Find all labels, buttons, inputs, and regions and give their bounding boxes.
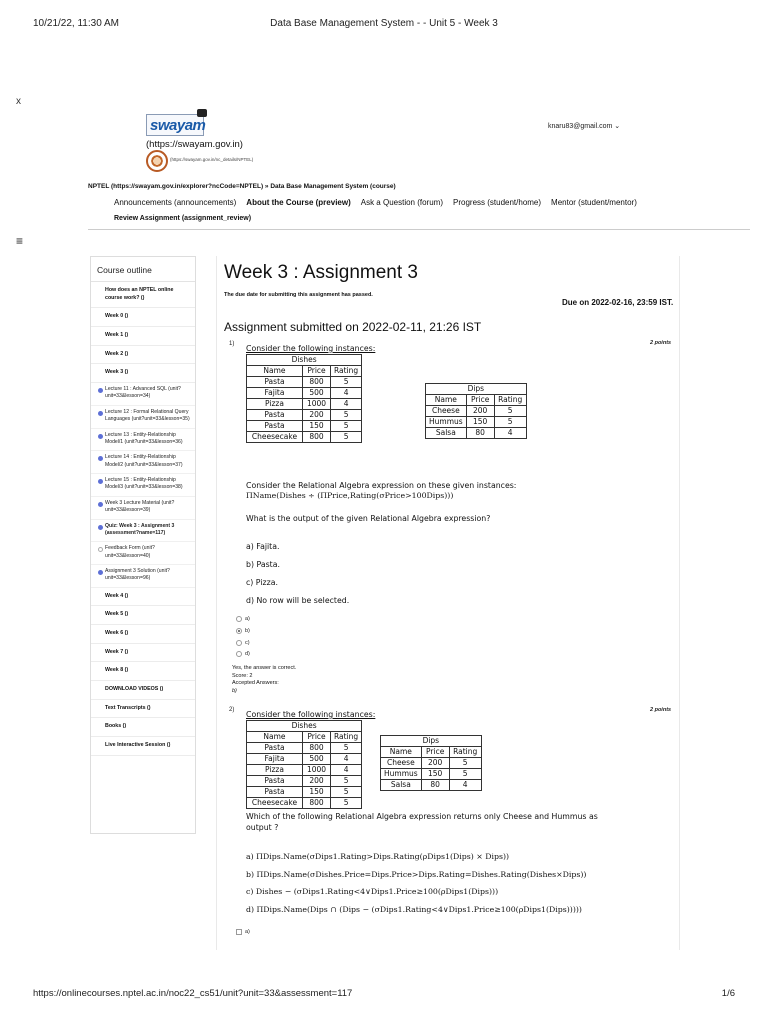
swayam-brand: swayam	[150, 117, 206, 134]
swayam-link[interactable]: (https://swayam.gov.in)	[146, 139, 243, 150]
choice-label: a)	[245, 929, 250, 935]
sidebar-subitem-lecture-11[interactable]	[91, 383, 195, 406]
table-cell: 1000	[303, 765, 331, 776]
sidebar-item-download-videos[interactable]: DOWNLOAD VIDEOS ()	[91, 681, 195, 700]
status-dot-icon	[98, 502, 103, 507]
sidebar-heading: Course outline	[91, 257, 195, 282]
due-date: Due on 2022-02-16, 23:59 IST.	[562, 298, 674, 307]
sidebar-item-week-8[interactable]: Week 8 ()	[91, 662, 195, 681]
page-title: Week 3 : Assignment 3	[224, 262, 418, 283]
sidebar-subitem-feedback-form[interactable]	[91, 542, 195, 565]
nav-ask-question[interactable]: Ask a Question (forum)	[360, 198, 443, 207]
question-intro: Consider the following instances:	[246, 710, 376, 719]
print-date: 10/21/22, 11:30 AM	[33, 18, 119, 29]
nav-about-course[interactable]: About the Course (preview)	[246, 198, 351, 207]
table-header: Price	[421, 747, 449, 758]
table-cell: 4	[331, 765, 362, 776]
table-cell: Cheesecake	[247, 798, 303, 809]
table-cell: 4	[331, 399, 362, 410]
table-cell: 150	[303, 787, 331, 798]
table-cell: 5	[331, 787, 362, 798]
answer-feedback	[232, 665, 296, 696]
table-cell: 5	[331, 776, 362, 787]
course-outline-sidebar	[90, 256, 196, 834]
sidebar-item-week-3[interactable]: Week 3 ()	[91, 364, 195, 383]
table-cell: 200	[303, 776, 331, 787]
subitem-label: Lecture 15 : Entity-Relationship Model/3 (unit?unit=33&lesson=38)	[105, 477, 183, 491]
feedback-score: Score: 2	[232, 672, 253, 679]
radio-icon[interactable]	[236, 640, 242, 646]
nptel-logo-icon[interactable]	[146, 150, 168, 172]
table-header: Rating	[331, 732, 362, 743]
option-text: a) Fajita.	[246, 542, 280, 551]
option-b-expression: b) ΠDips.Name(σDishes.Price=Dips.Price>Dips.Rating=Dishes.Rating(Dishes×Dips))	[246, 870, 587, 879]
table-cell: 5	[331, 798, 362, 809]
user-menu[interactable]: knaru83@gmail.com ⌄	[548, 123, 621, 130]
option-text: b) Pasta.	[246, 560, 280, 569]
status-dot-icon	[98, 479, 103, 484]
sidebar-item-books[interactable]: Books ()	[91, 718, 195, 737]
sidebar-item-text-transcripts[interactable]: Text Transcripts ()	[91, 700, 195, 719]
table-cell: Pasta	[247, 377, 303, 388]
option-c-expression: c) Dishes − (σDips1.Rating<4∨Dips1.Price≥100(ρDips1(Dips)))	[246, 887, 499, 896]
print-footer	[33, 988, 735, 1002]
table-cell: 5	[449, 769, 481, 780]
question-intro: Consider the following instances:	[246, 344, 376, 353]
table-header: Price	[303, 366, 331, 377]
option-d-expression: d) ΠDips.Name(Dips ∩ (Dips − (σDips1.Rating<4∨Dips1.Price≥100(ρDips1(Dips)))))	[246, 905, 582, 914]
sidebar-item-week-4[interactable]: Week 4 ()	[91, 588, 195, 607]
table-header: Price	[303, 732, 331, 743]
table-cell: 800	[303, 377, 331, 388]
radio-icon[interactable]	[236, 651, 242, 657]
subitem-label: Week 3 Lecture Material (unit?unit=33&lesson=39)	[105, 499, 175, 514]
table-cell: Hummus	[381, 769, 422, 780]
print-url: https://onlinecourses.nptel.ac.in/noc22_cs51/unit?unit=33&assessment=117	[33, 988, 353, 999]
status-dot-icon	[98, 570, 103, 575]
table-cell: Fajita	[247, 388, 303, 399]
dips-table	[380, 735, 482, 791]
due-note: The due date for submitting this assignment has passed.	[224, 292, 373, 298]
table-cell: Cheese	[426, 406, 467, 417]
answer-choice-d[interactable]	[236, 651, 250, 657]
table-cell: 800	[303, 798, 331, 809]
table-cell: Pasta	[247, 410, 303, 421]
answer-choice-a[interactable]	[236, 929, 250, 935]
answer-choice-a[interactable]	[236, 616, 250, 622]
status-dot-icon	[98, 411, 103, 416]
subitem-label: Lecture 14 : Entity-Relationship Model/2 (unit?unit=33&lesson=37)	[105, 454, 183, 468]
sidebar-subitem-lecture-12[interactable]	[91, 406, 195, 429]
option-text: c) Pizza.	[246, 578, 278, 587]
table-cell: 5	[331, 410, 362, 421]
subitem-label: Assignment 3 Solution (unit?unit=33&lesson=96)	[105, 568, 170, 582]
close-icon[interactable]: x	[16, 96, 21, 107]
nav-announcements[interactable]: Announcements (announcements)	[114, 198, 237, 207]
choice-label: d)	[245, 651, 250, 657]
table-cell: 200	[466, 406, 494, 417]
table-title: Dishes	[247, 355, 362, 366]
sidebar-subitem-lecture-15[interactable]	[91, 474, 195, 497]
dishes-table	[246, 720, 362, 809]
sidebar-item-week-7[interactable]: Week 7 ()	[91, 644, 195, 663]
question-points: 2 points	[650, 707, 672, 713]
relational-expression	[246, 491, 453, 500]
sidebar-subitem-lecture-material[interactable]	[91, 497, 195, 520]
sidebar-item-how-nptel-works[interactable]: How does an NPTEL online course work? ()	[91, 282, 195, 308]
table-cell: 200	[303, 410, 331, 421]
radio-checked-icon[interactable]	[236, 628, 242, 634]
question-text: What is the output of the given Relational Algebra expression?	[246, 514, 491, 523]
table-cell: 5	[449, 758, 481, 769]
sidebar-item-week-6[interactable]: Week 6 ()	[91, 625, 195, 644]
status-dot-icon	[98, 388, 103, 393]
subitem-label: Feedback Form (unit?unit=33&lesson=40)	[105, 545, 155, 559]
table-header: Price	[466, 395, 494, 406]
table-cell: Pasta	[247, 743, 303, 754]
sidebar-subitem-lecture-14[interactable]	[91, 451, 195, 474]
feedback-accepted-answer: b)	[232, 688, 237, 695]
flag-icon	[197, 109, 207, 117]
sidebar-subitem-quiz-week-3[interactable]	[91, 520, 195, 543]
table-cell: 5	[331, 421, 362, 432]
status-dot-icon	[98, 525, 103, 530]
feedback-correct: Yes, the answer is correct.	[232, 665, 297, 671]
table-cell: 800	[303, 743, 331, 754]
sidebar-subitem-lecture-13[interactable]	[91, 429, 195, 452]
table-cell: 4	[331, 388, 362, 399]
table-title: Dips	[426, 384, 527, 395]
dishes-table	[246, 354, 362, 443]
sidebar-subitem-assignment-solution[interactable]	[91, 565, 195, 588]
option-text: d) No row will be selected.	[246, 596, 350, 605]
sidebar-item-week-0[interactable]: Week 0 ()	[91, 308, 195, 327]
table-cell: 800	[303, 432, 331, 443]
sidebar-item-live-session[interactable]: Live Interactive Session ()	[91, 737, 195, 756]
table-cell: 80	[421, 780, 449, 791]
table-cell: 5	[494, 406, 526, 417]
table-header: Name	[247, 366, 303, 377]
table-cell: Pasta	[247, 421, 303, 432]
subitem-label: Lecture 13 : Entity-Relationship Model/1 (unit?unit=33&lesson=36)	[105, 431, 183, 445]
table-header: Name	[247, 732, 303, 743]
table-header: Name	[426, 395, 467, 406]
swayam-logo[interactable]	[146, 114, 204, 136]
nav-progress[interactable]: Progress (student/home)	[453, 198, 542, 207]
table-header: Rating	[494, 395, 526, 406]
table-cell: Cheese	[381, 758, 422, 769]
nav-review-assignment[interactable]: Review Assignment (assignment_review)	[114, 215, 252, 222]
print-header	[33, 18, 735, 32]
table-cell: Salsa	[426, 428, 467, 439]
table-cell: 5	[331, 743, 362, 754]
table-header: Rating	[331, 366, 362, 377]
choice-label: a)	[245, 616, 250, 622]
print-title: Data Base Management System - - Unit 5 - Week 3	[270, 18, 498, 29]
dips-table	[425, 383, 527, 439]
table-cell: Fajita	[247, 754, 303, 765]
hamburger-menu-icon[interactable]: ≡	[16, 234, 24, 248]
table-cell: 150	[466, 417, 494, 428]
radio-icon[interactable]	[236, 616, 242, 622]
table-cell: 200	[421, 758, 449, 769]
table-cell: Pasta	[247, 776, 303, 787]
table-cell: 5	[331, 432, 362, 443]
choice-label: c)	[245, 640, 250, 646]
question-points: 2 points	[650, 340, 672, 346]
question-text: Which of the following Relational Algebra expression returns only Cheese and Hummus as output ?	[246, 812, 598, 833]
table-cell: Hummus	[426, 417, 467, 428]
table-cell: 5	[494, 417, 526, 428]
table-header: Name	[381, 747, 422, 758]
table-cell: Pizza	[247, 399, 303, 410]
status-dot-icon	[98, 456, 103, 461]
table-cell: 1000	[303, 399, 331, 410]
expression-text: ΠName(Dishes ÷ (ΠPrice,Rating(σPrice>100Dips)))	[246, 491, 454, 500]
subitem-label: Lecture 12 : Formal Relational Query Languages (unit?unit=33&lesson=35)	[105, 408, 190, 423]
table-title: Dishes	[247, 721, 362, 732]
question-number: 1)	[229, 341, 235, 347]
feedback-accepted-label: Accepted Answers:	[232, 680, 279, 687]
table-cell: 80	[466, 428, 494, 439]
subitem-label: Lecture 11 : Advanced SQL (unit?unit=33&lesson=34)	[105, 386, 181, 400]
submission-status: Assignment submitted on 2022-02-11, 21:26 IST	[224, 320, 482, 334]
sidebar-item-week-2[interactable]: Week 2 ()	[91, 346, 195, 365]
choice-label: b)	[245, 628, 250, 634]
subitem-label: Quiz: Week 3 : Assignment 3 (assessment?name=117)	[105, 522, 175, 536]
sidebar-item-week-1[interactable]: Week 1 ()	[91, 327, 195, 346]
table-cell: Salsa	[381, 780, 422, 791]
table-cell: 150	[303, 421, 331, 432]
table-cell: 5	[331, 377, 362, 388]
table-cell: 500	[303, 754, 331, 765]
nptel-link[interactable]: (https://swayam.gov.in/nc_details/NPTEL)	[170, 157, 254, 162]
checkbox-icon[interactable]	[236, 929, 242, 935]
answer-choice-b[interactable]	[236, 628, 250, 634]
question-text: Consider the Relational Algebra expression on these given instances:	[246, 481, 517, 490]
status-dot-icon	[98, 434, 103, 439]
sidebar-item-week-5[interactable]: Week 5 ()	[91, 606, 195, 625]
table-cell: 150	[421, 769, 449, 780]
table-cell: 4	[494, 428, 526, 439]
divider	[88, 229, 750, 230]
table-cell: 4	[449, 780, 481, 791]
option-a-expression: a) ΠDips.Name(σDips1.Rating>Dips.Rating(ρDips1(Dips) × Dips))	[246, 852, 510, 861]
nav-mentor[interactable]: Mentor (student/mentor)	[551, 198, 637, 207]
table-cell: Cheesecake	[247, 432, 303, 443]
status-dot-icon	[98, 547, 103, 552]
top-nav	[114, 198, 637, 207]
table-cell: 4	[331, 754, 362, 765]
table-title: Dips	[381, 736, 482, 747]
table-cell: 500	[303, 388, 331, 399]
table-cell: Pasta	[247, 787, 303, 798]
table-header: Rating	[449, 747, 481, 758]
answer-choice-c[interactable]	[236, 640, 250, 646]
table-cell: Pizza	[247, 765, 303, 776]
breadcrumb[interactable]: NPTEL (https://swayam.gov.in/explorer?ncCode=NPTEL) » Data Base Management System (course)	[88, 183, 396, 190]
print-page-number: 1/6	[721, 988, 735, 999]
question-number: 2)	[229, 707, 235, 713]
